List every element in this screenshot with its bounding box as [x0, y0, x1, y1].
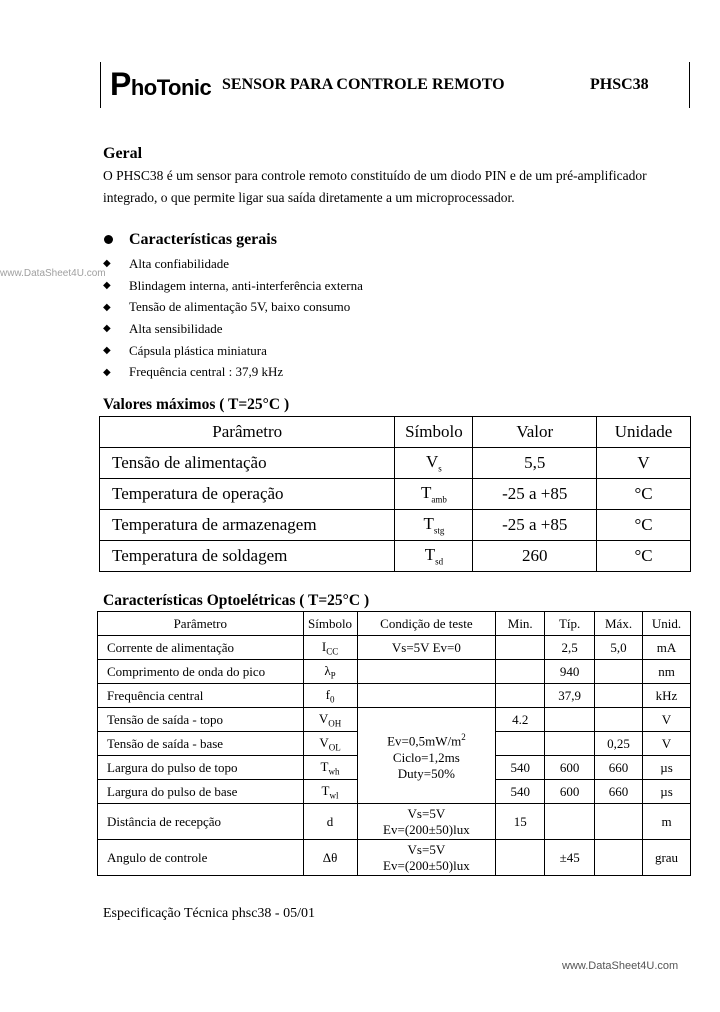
unit-cell: nm — [643, 660, 691, 684]
symbol-cell — [395, 479, 473, 510]
unit-cell: µs — [643, 780, 691, 804]
header-cell: Símbolo — [395, 417, 473, 448]
table-row — [98, 708, 691, 732]
bullet-dot-icon — [104, 235, 113, 244]
max-cell — [595, 660, 643, 684]
cond-line-2: Ev=(200±50)lux — [383, 857, 470, 873]
value-cell: 5,5 — [473, 448, 597, 479]
cond-line-1 — [358, 729, 496, 749]
max-cell: 5,0 — [595, 636, 643, 660]
value-cell: -25 a +85 — [473, 479, 597, 510]
symbol-sub: CC — [326, 646, 339, 657]
list-item — [103, 296, 503, 318]
logo-rest: hoTonic — [130, 75, 212, 100]
symbol-text: T — [424, 545, 436, 565]
list-item — [103, 253, 503, 275]
symbol-sub: stg — [433, 525, 445, 536]
table-row — [98, 804, 691, 840]
cond-line-1: Vs=5V — [407, 805, 446, 821]
symbol-text: V — [425, 452, 439, 472]
footer-text: Especificação Técnica phsc38 - 05/01 — [103, 906, 315, 921]
header-cell: Típ. — [545, 612, 595, 636]
feature-text: Alta sensibilidade — [129, 320, 223, 336]
unit-cell: µs — [643, 756, 691, 780]
geral-heading: Geral — [103, 145, 143, 162]
symbol-text: T — [320, 758, 329, 774]
cond-line-1: Vs=5V — [407, 841, 446, 857]
cond-line-2: Ciclo=1,2ms — [392, 749, 460, 765]
param-cell: Tensão de saída - base — [98, 732, 304, 756]
max-cell — [595, 708, 643, 732]
symbol-text: f — [325, 686, 330, 702]
unit-cell: °C — [597, 510, 691, 541]
table-header-row — [98, 612, 691, 636]
unit-cell: kHz — [643, 684, 691, 708]
typ-cell: 37,9 — [545, 684, 595, 708]
list-item — [103, 361, 503, 383]
symbol-cell — [303, 636, 357, 660]
opto-heading: Características Optoelétricas ( T=25°C ) — [103, 592, 370, 609]
list-item — [103, 275, 503, 297]
max-cell: 660 — [595, 756, 643, 780]
cond-cell — [357, 840, 496, 876]
header-cell: Símbolo — [303, 612, 357, 636]
symbol-cell — [395, 510, 473, 541]
typ-cell — [545, 804, 595, 840]
symbol-text: T — [321, 782, 330, 798]
typ-cell: 600 — [545, 756, 595, 780]
cond-cell — [357, 804, 496, 840]
header-left-rule — [100, 62, 101, 108]
symbol-sub: s — [438, 463, 442, 474]
symbol-sub: wl — [329, 790, 339, 801]
symbol-cell — [303, 732, 357, 756]
symbol-cell — [303, 708, 357, 732]
list-item — [103, 318, 503, 340]
max-cell: 660 — [595, 780, 643, 804]
symbol-text: T — [423, 514, 434, 534]
unit-cell: grau — [643, 840, 691, 876]
min-cell: 540 — [496, 756, 545, 780]
table-row — [98, 684, 691, 708]
feature-text: Blindagem interna, anti-interferência externa — [129, 277, 363, 293]
diamond-bullet-icon: ◆ — [103, 258, 111, 270]
table-row — [100, 541, 691, 572]
unit-cell: °C — [597, 479, 691, 510]
header-cell: Parâmetro — [98, 612, 304, 636]
feature-text: Tensão de alimentação 5V, baixo consumo — [129, 299, 351, 315]
max-cell — [595, 684, 643, 708]
table-row — [100, 448, 691, 479]
param-cell: Corrente de alimentação — [98, 636, 304, 660]
feature-text: Cápsula plástica miniatura — [129, 342, 267, 358]
min-cell — [496, 660, 545, 684]
max-cell: 0,25 — [595, 732, 643, 756]
valores-heading: Valores máximos ( T=25°C ) — [103, 396, 290, 413]
param-cell: Comprimento de onda do pico — [98, 660, 304, 684]
feature-text: Alta confiabilidade — [129, 255, 229, 271]
symbol-text: V — [318, 710, 329, 726]
value-cell: 260 — [473, 541, 597, 572]
unit-cell: m — [643, 804, 691, 840]
header-cell: Unid. — [643, 612, 691, 636]
max-cell — [595, 804, 643, 840]
diamond-bullet-icon: ◆ — [103, 280, 111, 292]
symbol-cell — [303, 756, 357, 780]
geral-line-1: O PHSC38 é um sensor para controle remoto constituído de um diodo PIN e de um pré-amplificador — [103, 168, 647, 183]
min-cell: 15 — [496, 804, 545, 840]
unit-cell: V — [643, 708, 691, 732]
symbol-cell: d — [303, 804, 357, 840]
table-row — [98, 840, 691, 876]
watermark-right: www.DataSheet4U.com — [562, 960, 679, 972]
min-cell: 4.2 — [496, 708, 545, 732]
cond-cell — [357, 684, 496, 708]
table-header-row — [100, 417, 691, 448]
table-row — [98, 636, 691, 660]
photonic-logo — [110, 66, 211, 103]
typ-cell: 600 — [545, 780, 595, 804]
geral-line-2: integrado, o que permite ligar sua saída diretamente a um microprocessador. — [103, 190, 515, 205]
table-row — [98, 660, 691, 684]
part-number: PHSC38 — [590, 76, 649, 93]
feature-list — [103, 253, 503, 383]
header-cell: Máx. — [595, 612, 643, 636]
merged-cond-cell — [357, 708, 496, 804]
symbol-sub: amb — [431, 494, 447, 505]
header-right-rule — [689, 62, 690, 108]
param-cell: Largura do pulso de topo — [98, 756, 304, 780]
max-cell — [595, 840, 643, 876]
symbol-text: I — [321, 638, 327, 654]
symbol-text: V — [319, 734, 329, 750]
unit-cell: °C — [597, 541, 691, 572]
header-cell: Min. — [496, 612, 545, 636]
typ-cell — [545, 708, 595, 732]
typ-cell: 2,5 — [545, 636, 595, 660]
cond-line-1-text: Ev=0,5mW/m — [387, 733, 462, 749]
symbol-sub: sd — [435, 556, 444, 567]
logo-initial: P — [110, 66, 131, 102]
symbol-cell — [303, 684, 357, 708]
diamond-bullet-icon: ◆ — [103, 323, 111, 335]
opto-table — [97, 611, 691, 876]
min-cell: 540 — [496, 780, 545, 804]
param-cell: Tensão de alimentação — [100, 448, 395, 479]
min-cell — [496, 732, 545, 756]
symbol-sub: 0 — [329, 694, 335, 705]
watermark-left: www.DataSheet4U.com — [0, 268, 106, 279]
symbol-cell — [303, 780, 357, 804]
param-cell: Temperatura de soldagem — [100, 541, 395, 572]
symbol-text: λ — [324, 662, 331, 678]
list-item — [103, 340, 503, 362]
typ-cell: ±45 — [545, 840, 595, 876]
min-cell — [496, 684, 545, 708]
symbol-cell — [303, 660, 357, 684]
min-cell — [496, 840, 545, 876]
param-cell: Angulo de controle — [98, 840, 304, 876]
cond-cell: Vs=5V Ev=0 — [357, 636, 496, 660]
cond-line-3: Duty=50% — [397, 765, 455, 781]
param-cell: Largura do pulso de base — [98, 780, 304, 804]
symbol-sub: OH — [328, 718, 342, 729]
header-cell: Parâmetro — [100, 417, 395, 448]
diamond-bullet-icon: ◆ — [103, 366, 111, 378]
symbol-text: T — [420, 483, 432, 503]
param-cell: Temperatura de operação — [100, 479, 395, 510]
document-title: SENSOR PARA CONTROLE REMOTO — [222, 76, 505, 93]
param-cell: Frequência central — [98, 684, 304, 708]
typ-cell — [545, 732, 595, 756]
symbol-cell — [395, 541, 473, 572]
value-cell: -25 a +85 — [473, 510, 597, 541]
unit-cell: V — [643, 732, 691, 756]
symbol-sub: wh — [328, 766, 340, 777]
cond-cell — [357, 660, 496, 684]
table-row — [100, 479, 691, 510]
cond-line-1-sup: 2 — [461, 732, 466, 743]
diamond-bullet-icon: ◆ — [103, 345, 111, 357]
cond-line-2: Ev=(200±50)lux — [383, 821, 470, 837]
unit-cell: mA — [643, 636, 691, 660]
unit-cell: V — [597, 448, 691, 479]
feature-text: Frequência central : 37,9 kHz — [129, 364, 284, 380]
max-values-table — [99, 416, 691, 572]
typ-cell: 940 — [545, 660, 595, 684]
symbol-sub: P — [330, 670, 336, 681]
symbol-cell: Δθ — [303, 840, 357, 876]
table-row — [100, 510, 691, 541]
header-cell: Valor — [473, 417, 597, 448]
symbol-sub: OL — [328, 742, 341, 753]
diamond-bullet-icon: ◆ — [103, 301, 111, 313]
param-cell: Temperatura de armazenagem — [100, 510, 395, 541]
caracteristicas-heading: Características gerais — [129, 231, 277, 248]
min-cell — [496, 636, 545, 660]
param-cell: Tensão de saída - topo — [98, 708, 304, 732]
header-cell: Unidade — [597, 417, 691, 448]
param-cell: Distância de recepção — [98, 804, 304, 840]
symbol-cell — [395, 448, 473, 479]
header-cell: Condição de teste — [357, 612, 496, 636]
